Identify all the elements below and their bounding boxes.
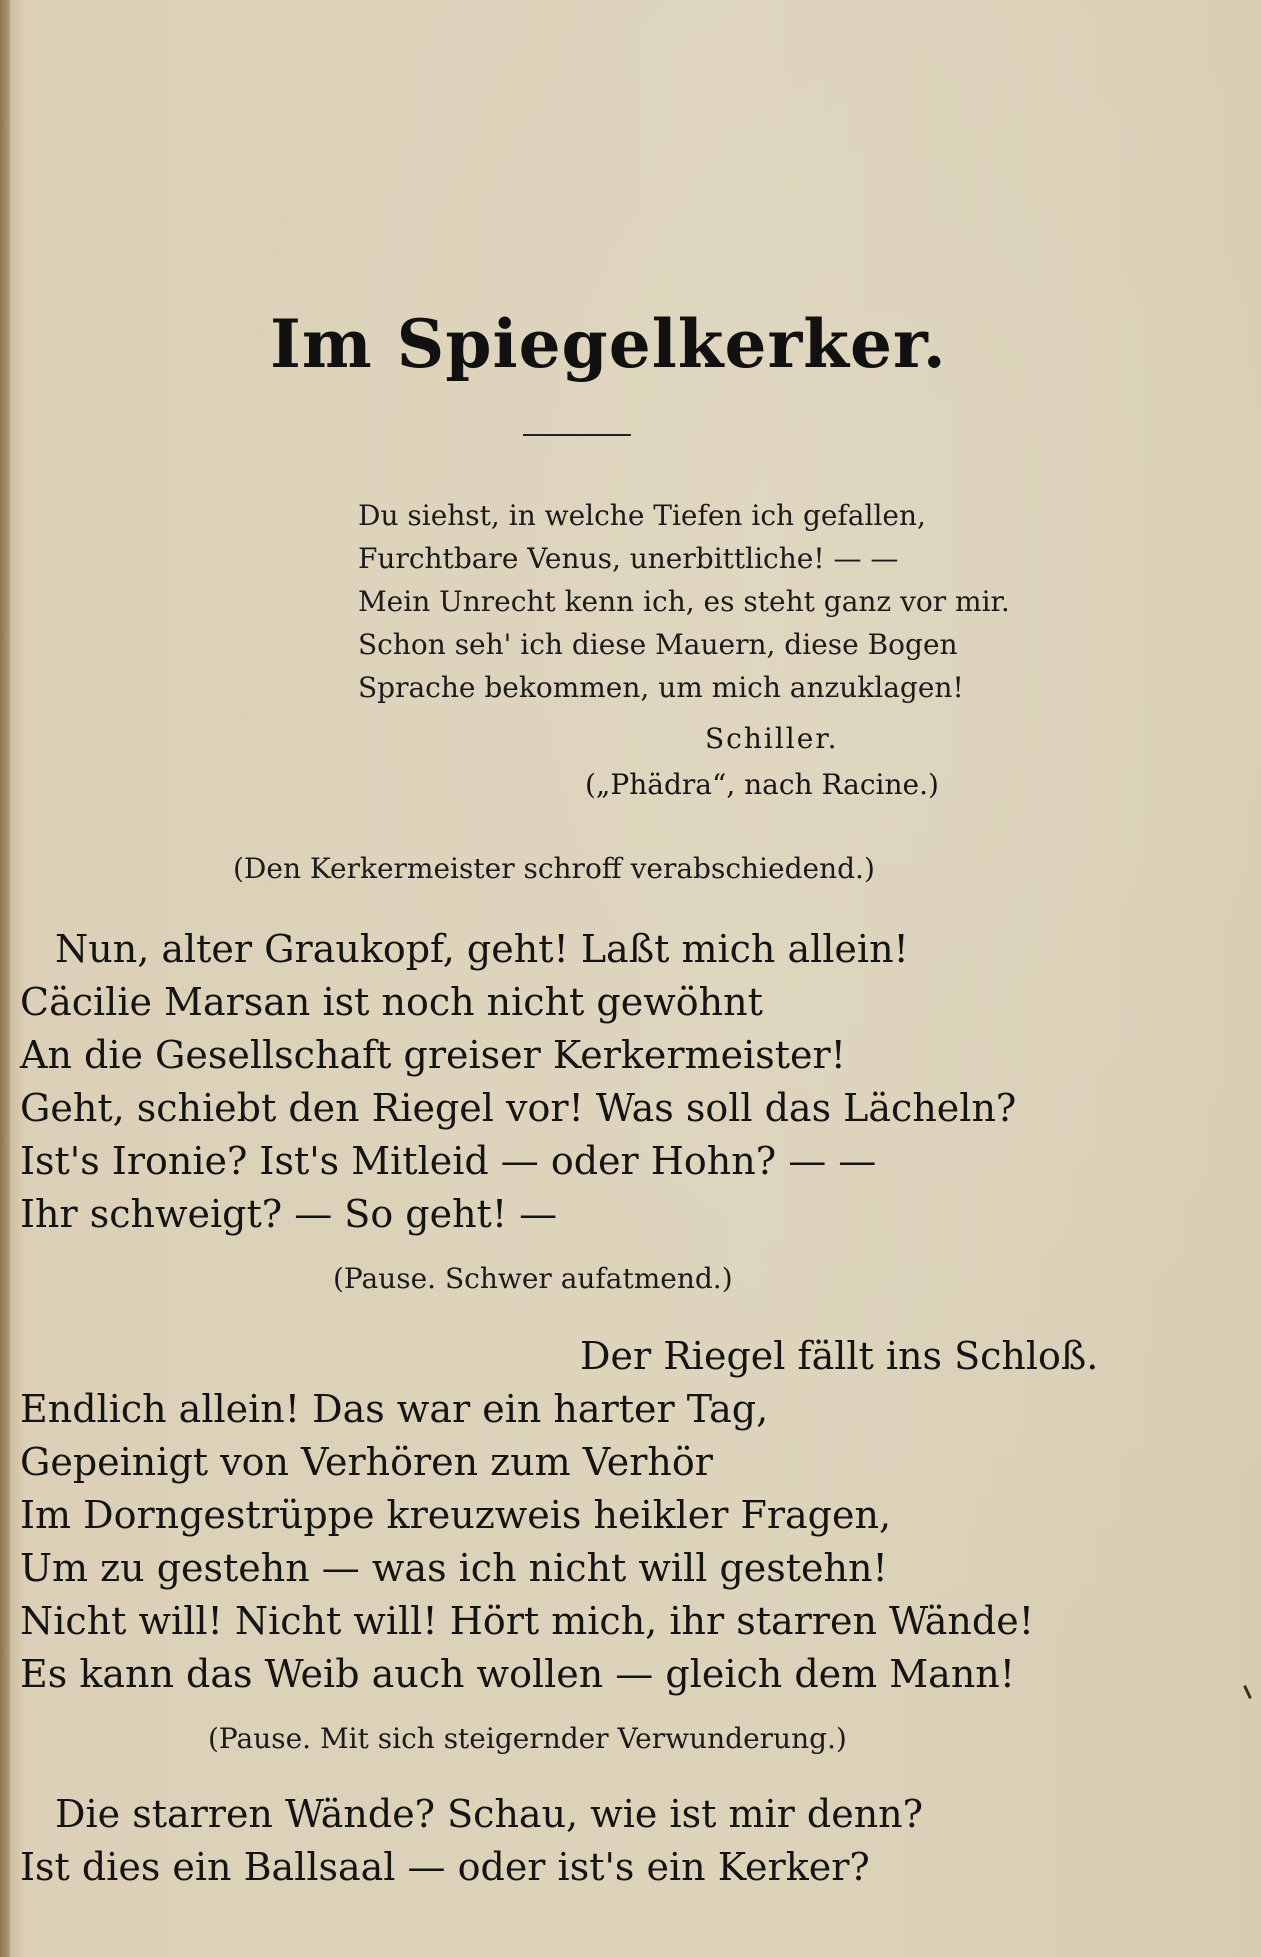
verse-line: Nicht will! Nicht will! Hört mich, ihr starren Wände! [20, 1599, 1034, 1643]
verse-block-1 [20, 923, 1016, 1241]
verse-line: Ist dies ein Ballsaal — oder ist's ein Kerker? [20, 1845, 870, 1889]
epigraph-line: Furchtbare Venus, unerbittliche! — — [358, 542, 899, 575]
verse-line: An die Gesellschaft greiser Kerkermeister! [20, 1033, 846, 1077]
verse-line: Geht, schiebt den Riegel vor! Was soll das Lächeln? [20, 1086, 1017, 1130]
verse-line: Der Riegel fällt ins Schloß. [580, 1334, 1099, 1378]
verse-line: Gepeinigt von Verhören zum Verhör [20, 1440, 713, 1484]
epigraph-line: Schon seh' ich diese Mauern, diese Bogen [358, 628, 958, 661]
verse-line: Die starren Wände? Schau, wie ist mir denn? [55, 1792, 924, 1836]
epigraph-source: („Phädra“, nach Racine.) [585, 768, 939, 801]
title-divider [523, 434, 631, 436]
verse-line: Nun, alter Graukopf, geht! Laßt mich allein! [55, 927, 909, 971]
epigraph-line: Du siehst, in welche Tiefen ich gefallen, [358, 499, 926, 532]
verse-block-2 [20, 1330, 1098, 1701]
epigraph-author: Schiller. [705, 722, 839, 755]
verse-line: Ist's Ironie? Ist's Mitleid — oder Hohn? — — [20, 1139, 877, 1183]
stage-direction: (Pause. Schwer aufatmend.) [333, 1262, 733, 1295]
verse-line: Um zu gestehn — was ich nicht will gestehn! [20, 1546, 888, 1590]
verse-line: Cäcilie Marsan ist noch nicht gewöhnt [20, 980, 763, 1024]
pencil-mark [1243, 1685, 1252, 1699]
stage-direction: (Pause. Mit sich steigernder Verwunderung.) [208, 1722, 847, 1755]
book-spine-edge [0, 0, 10, 1957]
epigraph-line: Sprache bekommen, um mich anzuklagen! [358, 671, 964, 704]
verse-line: Im Dorngestrüppe kreuzweis heikler Fragen, [20, 1493, 892, 1537]
verse-line: Es kann das Weib auch wollen — gleich dem Mann! [20, 1652, 1016, 1696]
poem-title: Im Spiegelkerker. [270, 305, 947, 383]
verse-line: Ihr schweigt? — So geht! — [20, 1192, 558, 1236]
verse-line: Endlich allein! Das war ein harter Tag, [20, 1387, 769, 1431]
stage-direction: (Den Kerkermeister schroff verabschiedend.) [233, 852, 875, 885]
epigraph [358, 494, 1010, 709]
epigraph-line: Mein Unrecht kenn ich, es steht ganz vor mir. [358, 585, 1010, 618]
verse-block-3 [20, 1788, 923, 1894]
